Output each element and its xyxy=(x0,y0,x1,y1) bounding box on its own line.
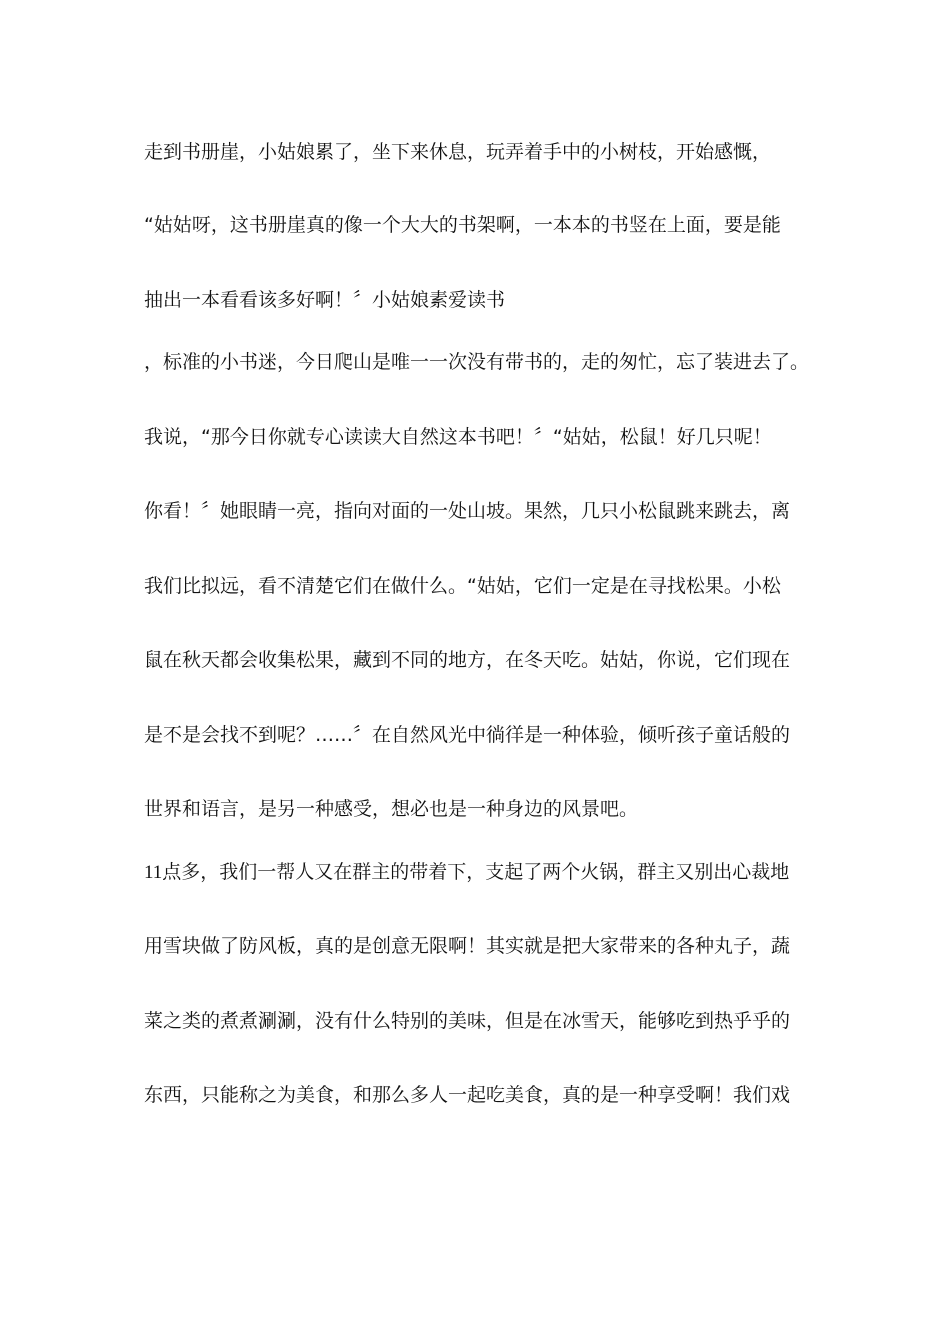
text-line-6: 你看！〞她眼睛一亮，指向对面的一处山坡。果然，几只小松鼠跳来跳去，离 xyxy=(144,500,791,522)
text-line-11-body: 点多，我们一帮人又在群主的带着下，支起了两个火锅，群主又别出心裁地 xyxy=(162,861,790,883)
text-line-13: 菜之类的煮煮涮涮，没有什么特别的美味，但是在冰雪天，能够吃到热乎乎的 xyxy=(144,1010,791,1032)
text-line-11 xyxy=(144,860,789,885)
text-line-10: 世界和语言，是另一种感受，想必也是一种身边的风景吧。 xyxy=(144,798,639,820)
text-line-7: 我们比拟远，看不清楚它们在做什么。“姑姑，它们一定是在寻找松果。小松 xyxy=(144,575,781,597)
text-line-14: 东西，只能称之为美食，和那么多人一起吃美食，真的是一种享受啊！我们戏 xyxy=(144,1084,791,1106)
text-line-4: ，标准的小书迷，今日爬山是唯一一次没有带书的，走的匆忙，忘了装进去了。 xyxy=(144,351,810,373)
text-line-5: 我说，“那今日你就专心读读大自然这本书吧！〞“姑姑，松鼠！好几只呢！ xyxy=(144,426,772,448)
text-line-1: 走到书册崖，小姑娘累了，坐下来休息，玩弄着手中的小树枝，开始感慨， xyxy=(144,141,772,163)
text-line-12: 用雪块做了防风板，真的是创意无限啊！其实就是把大家带来的各种丸子，蔬 xyxy=(144,935,791,957)
text-line-9: 是不是会找不到呢？……〞在自然风光中徜徉是一种体验，倾听孩子童话般的 xyxy=(144,724,791,746)
text-line-3: 抽出一本看看该多好啊！〞小姑娘素爱读书 xyxy=(144,289,506,311)
line-number-prefix: 11 xyxy=(144,862,163,883)
text-line-2: “姑姑呀，这书册崖真的像一个大大的书架啊，一本本的书竖在上面，要是能 xyxy=(144,214,781,236)
text-line-8: 鼠在秋天都会收集松果，藏到不同的地方，在冬天吃。姑姑，你说，它们现在 xyxy=(144,649,791,671)
